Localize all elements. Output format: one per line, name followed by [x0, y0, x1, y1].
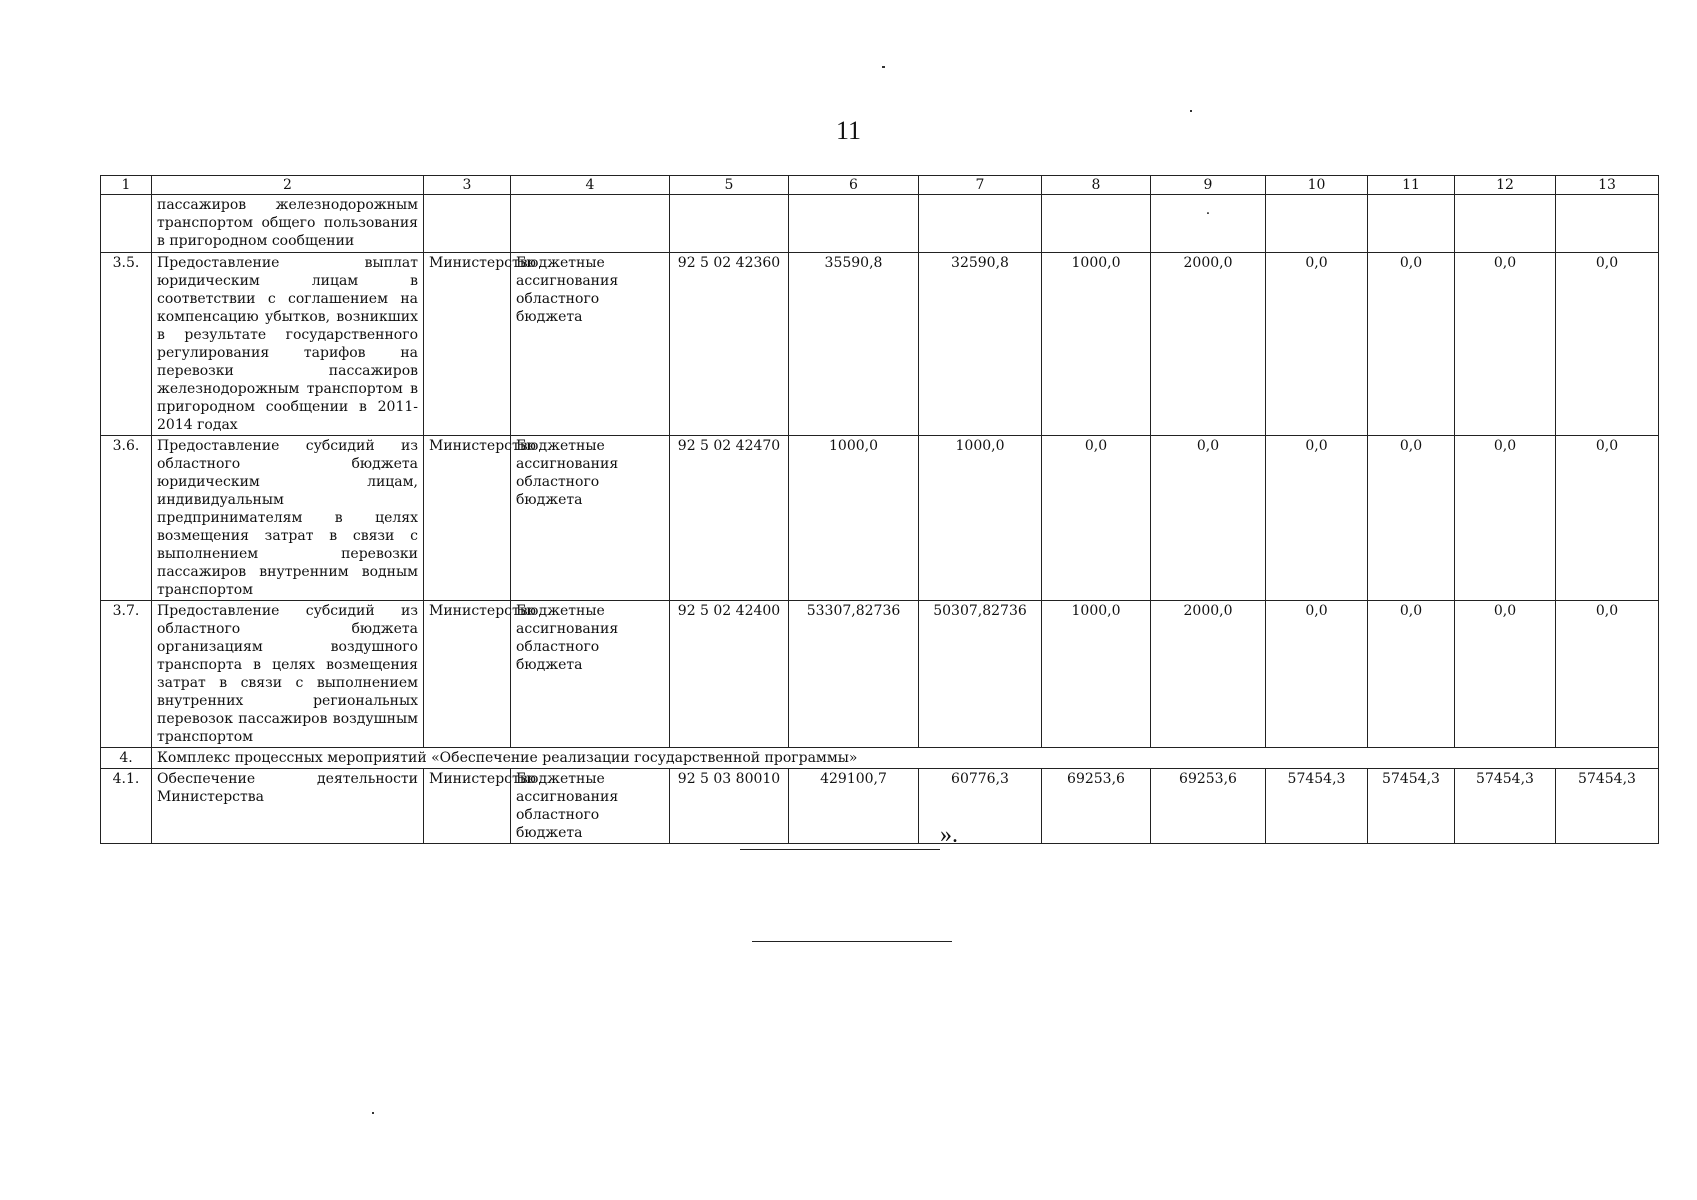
value-cell: 0,0	[1266, 253, 1368, 436]
column-header: 3	[424, 176, 511, 195]
value-cell: 0,0	[1455, 601, 1556, 748]
table-row	[101, 253, 1659, 436]
budget-table	[100, 175, 1659, 844]
table-row	[101, 601, 1659, 748]
value-cell: 0,0	[1042, 436, 1151, 601]
executor: Министерство	[424, 769, 511, 844]
budget-code: 92 5 02 42470	[670, 436, 789, 601]
value-cell: 50307,82736	[919, 601, 1042, 748]
executor: Министерство	[424, 601, 511, 748]
value-cell: 2000,0	[1151, 253, 1266, 436]
budget-code: 92 5 02 42360	[670, 253, 789, 436]
end-of-document-rule	[752, 941, 952, 942]
value-cell: 0,0	[1455, 436, 1556, 601]
column-header: 9	[1151, 176, 1266, 195]
value-cell: 0,0	[1556, 253, 1659, 436]
value-cell: 0,0	[1151, 436, 1266, 601]
row-number: 3.6.	[101, 436, 152, 601]
value-cell: 0,0	[1368, 253, 1455, 436]
value-cell: 1000,0	[1042, 253, 1151, 436]
scan-speck	[882, 66, 885, 68]
value-total: 35590,8	[789, 253, 919, 436]
section-title: Комплекс процессных мероприятий «Обеспечение реализации государственной программы»	[152, 748, 1659, 769]
closing-line	[740, 820, 958, 850]
measure-name: Предоставление выплат юридическим лицам в соответствии с соглашением на компенсацию убытков, возникших в результате государственного регулирования тарифов на перевозки пассажиров железнодорожным транспортом в пригородном сообщении в 2011-2014 годах	[152, 253, 424, 436]
scan-speck	[372, 1112, 374, 1114]
section-number: 4.	[101, 748, 152, 769]
value-cell: 32590,8	[919, 253, 1042, 436]
column-header: 2	[152, 176, 424, 195]
funding-source: Бюджетные ассигнования областного бюджета	[511, 253, 670, 436]
value-cell: 1000,0	[919, 436, 1042, 601]
executor: Министерство	[424, 436, 511, 601]
row-number: 3.5.	[101, 253, 152, 436]
measure-name: Обеспечение деятельности Министерства	[152, 769, 424, 844]
value-cell: 0,0	[1266, 601, 1368, 748]
value-cell: 0,0	[1368, 436, 1455, 601]
measure-name: Предоставление субсидий из областного бюджета организациям воздушного транспорта в целях возмещения затрат в связи с выполнением внутренних региональных перевозок пассажиров воздушным транспортом	[152, 601, 424, 748]
table-row	[101, 436, 1659, 601]
column-header: 13	[1556, 176, 1659, 195]
budget-code: 92 5 02 42400	[670, 601, 789, 748]
closing-rule	[740, 827, 940, 850]
value-cell: 0,0	[1455, 253, 1556, 436]
column-number-row	[101, 176, 1659, 195]
value-cell: 69253,6	[1151, 769, 1266, 844]
budget-code: 92 5 03 80010	[670, 769, 789, 844]
executor: Министерство	[424, 253, 511, 436]
value-cell: 60776,3	[919, 769, 1042, 844]
value-cell: 57454,3	[1266, 769, 1368, 844]
value-cell: 69253,6	[1042, 769, 1151, 844]
funding-source: Бюджетные ассигнования областного бюджета	[511, 601, 670, 748]
value-cell: 0,0	[1556, 436, 1659, 601]
value-cell: 57454,3	[1556, 769, 1659, 844]
column-header: 10	[1266, 176, 1368, 195]
value-cell: 0,0	[1266, 436, 1368, 601]
value-cell: 57454,3	[1455, 769, 1556, 844]
value-total: 429100,7	[789, 769, 919, 844]
value-cell: 0,0	[1368, 601, 1455, 748]
column-header: 8	[1042, 176, 1151, 195]
column-header: 6	[789, 176, 919, 195]
page-number: 11	[835, 116, 862, 145]
value-total: 1000,0	[789, 436, 919, 601]
funding-source: Бюджетные ассигнования областного бюджета	[511, 769, 670, 844]
value-cell: 1000,0	[1042, 601, 1151, 748]
column-header: 12	[1455, 176, 1556, 195]
value-total: 53307,82736	[789, 601, 919, 748]
measure-name: Предоставление субсидий из областного бюджета юридическим лицам, индивидуальным предпринимателям в целях возмещения затрат в связи с выполнением перевозки пассажиров внутренним водным транспортом	[152, 436, 424, 601]
measure-name: пассажиров железнодорожным транспортом общего пользования в пригородном сообщении	[152, 195, 424, 253]
column-header: 4	[511, 176, 670, 195]
column-header: 7	[919, 176, 1042, 195]
stray-mark: .	[1151, 195, 1266, 253]
row-number: 4.1.	[101, 769, 152, 844]
value-cell: 0,0	[1556, 601, 1659, 748]
table-row-continuation	[101, 195, 1659, 253]
value-cell: 57454,3	[1368, 769, 1455, 844]
row-number: 3.7.	[101, 601, 152, 748]
section-header-row	[101, 748, 1659, 769]
column-header: 5	[670, 176, 789, 195]
column-header: 11	[1368, 176, 1455, 195]
scan-speck	[1190, 110, 1192, 112]
value-cell: 2000,0	[1151, 601, 1266, 748]
funding-source: Бюджетные ассигнования областного бюджета	[511, 436, 670, 601]
closing-quote-mark: ».	[940, 822, 958, 848]
column-header: 1	[101, 176, 152, 195]
